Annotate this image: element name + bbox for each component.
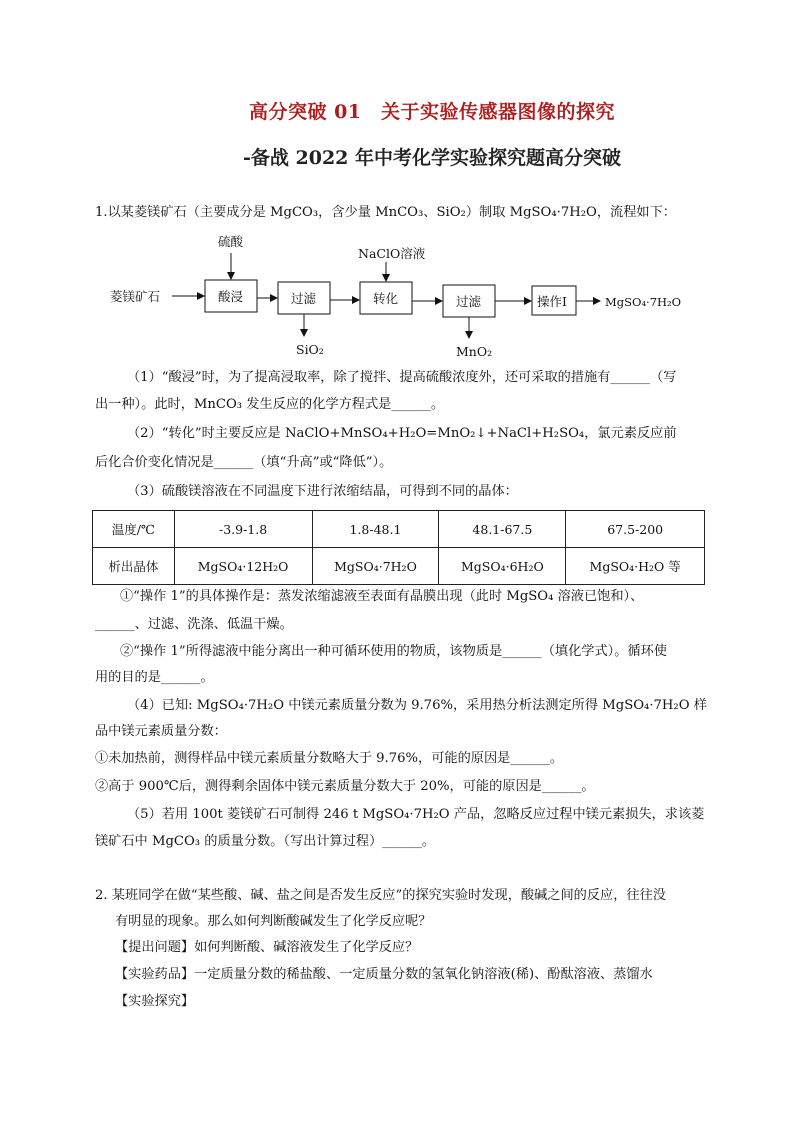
label-naclo-solution: NaClO溶液 xyxy=(358,246,426,261)
table-cell: 析出晶体 xyxy=(93,548,175,585)
q1-sub1-line1: ①“操作 1”的具体操作是：蒸发浓缩滤液至表面有晶膜出现（此时 MgSO₄ 溶液已饱和）、 xyxy=(120,589,644,604)
label-operation-1: 操作I xyxy=(537,294,567,309)
q1-part4-b: ②高于 900℃后，测得剩余固体中镁元素质量分数大于 20%，可能的原因是______。 xyxy=(95,779,595,794)
table-cell: 67.5-200 xyxy=(566,511,705,548)
page-title: 高分突破 01 关于实验传感器图像的探究 xyxy=(248,101,616,123)
q1-sub1-line2: ______、过滤、洗涤、低温干燥。 xyxy=(95,617,293,632)
q2-explore: 【实验探究】 xyxy=(115,994,195,1009)
label-filter-2: 过滤 xyxy=(456,294,482,309)
table-row xyxy=(93,548,705,585)
q1-part2-line2: 后化合价变化情况是______（填“升高”或“降低”）。 xyxy=(95,455,393,470)
crystal-table xyxy=(92,510,705,585)
table-cell: -3.9-1.8 xyxy=(174,511,312,548)
q2-line1: 2. 某班同学在做“某些酸、碱、盐之间是否发生反应”的探究实验时发现，酸碱之间的反应，往往没 xyxy=(95,888,666,903)
q1-part4-a: ①未加热前，测得样品中镁元素质量分数略大于 9.76%，可能的原因是______。 xyxy=(95,751,564,766)
q1-part2-line1: （2）“转化”时主要反应是 NaClO+MnSO₄+H₂O=MnO₂↓+NaCl+H₂SO₄，氯元素反应前 xyxy=(127,426,677,441)
label-filter-1: 过滤 xyxy=(291,291,317,306)
table-row xyxy=(93,511,705,548)
q1-part5-line2: 镁矿石中 MgCO₃ 的质量分数。（写出计算过程）______。 xyxy=(95,834,436,849)
q1-part1-line1: （1）“酸浸”时，为了提高浸取率，除了搅拌、提高硫酸浓度外，还可采取的措施有______（写 xyxy=(127,370,677,385)
table-cell: MgSO₄·7H₂O xyxy=(312,548,439,585)
table-cell: MgSO₄·6H₂O xyxy=(439,548,566,585)
q1-part3: （3）硫酸镁溶液在不同温度下进行浓缩结晶，可得到不同的晶体： xyxy=(127,484,518,499)
q2-question: 【提出问题】如何判断酸、碱溶液发生了化学反应？ xyxy=(115,940,419,955)
label-sulfuric-acid: 硫酸 xyxy=(218,234,244,249)
label-mno2: MnO₂ xyxy=(456,344,493,359)
q2-reagents: 【实验药品】一定质量分数的稀盐酸、一定质量分数的氢氧化钠溶液(稀)、酚酞溶液、蒸馏水 xyxy=(115,967,653,982)
q1-intro: 1.以某菱镁矿石（主要成分是 MgCO₃，含少量 MnCO₃、SiO₂）制取 MgSO₄·7H₂O，流程如下： xyxy=(95,205,676,220)
table-cell: 1.8-48.1 xyxy=(312,511,439,548)
table-cell: 48.1-67.5 xyxy=(439,511,566,548)
label-acid-leach: 酸浸 xyxy=(218,289,244,304)
q1-sub2-line1: ②“操作 1”所得滤液中能分离出一种可循环使用的物质，该物质是______（填化学式）。循环使 xyxy=(120,644,667,659)
q1-part1-line2: 出一种）。此时，MnCO₃ 发生反应的化学方程式是______。 xyxy=(95,397,445,412)
table-cell: 温度/℃ xyxy=(93,511,175,548)
q1-part4-line1: （4）已知: MgSO₄·7H₂O 中镁元素质量分数为 9.76%，采用热分析法测定所得 MgSO₄·7H₂O 样 xyxy=(127,698,707,713)
table-cell: MgSO₄·12H₂O xyxy=(174,548,312,585)
label-convert: 转化 xyxy=(373,291,399,306)
q2-line2: 有明显的现象。那么如何判断酸碱发生了化学反应呢？ xyxy=(115,914,432,929)
label-product: MgSO₄·7H₂O xyxy=(605,295,682,309)
table-cell: MgSO₄·H₂O 等 xyxy=(566,548,705,585)
process-flow-diagram xyxy=(110,230,710,360)
label-raw-ore: 菱镁矿石 xyxy=(110,289,161,304)
q1-part4-line2: 品中镁元素质量分数： xyxy=(95,724,227,739)
label-sio2: SiO₂ xyxy=(296,342,324,357)
page-subtitle: -备战 2022 年中考化学实验探究题高分突破 xyxy=(243,147,621,169)
q1-sub2-line2: 用的目的是______。 xyxy=(95,670,214,685)
q1-part5-line1: （5）若用 100t 菱镁矿石可制得 246 t MgSO₄·7H₂O 产品，忽略反应过程中镁元素损失，求该菱 xyxy=(127,807,705,822)
